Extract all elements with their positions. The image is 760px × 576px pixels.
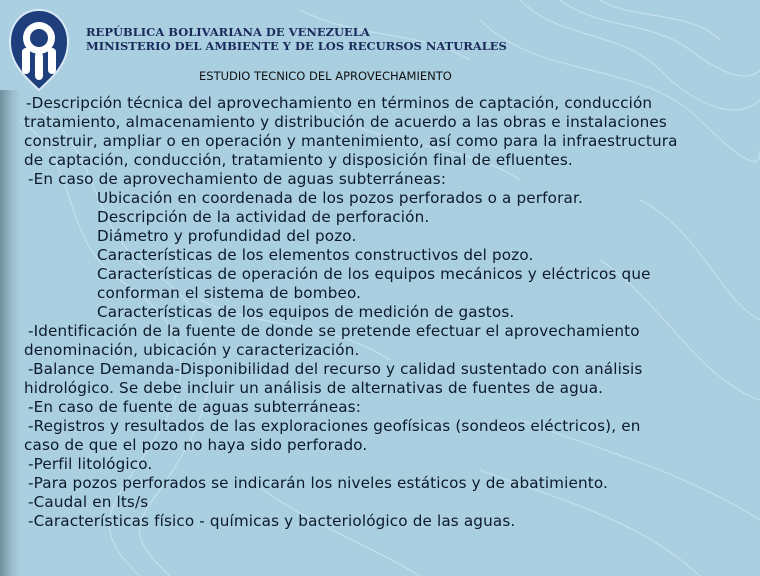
paragraph-line: -Descripción técnica del aprovechamiento en términos de captación, conducción [26,94,653,112]
paragraph-line: construir, ampliar o en operación y mantenimiento, así como para la infraestructura [24,132,678,150]
ministry-header: MINISTERIO DEL AMBIENTE Y DE LOS RECURSOS NATURALES [86,39,507,53]
list-item: Características de los elementos constructivos del pozo. [97,246,534,264]
page-title: ESTUDIO TECNICO DEL APROVECHAMIENTO [199,69,452,83]
paragraph-line: -Registros y resultados de las exploraciones geofísicas (sondeos eléctricos), en [28,417,641,435]
list-item: Ubicación en coordenada de los pozos perforados o a perforar. [97,189,583,207]
section-heading: -En caso de aprovechamiento de aguas subterráneas: [28,170,447,188]
list-item: Características de los equipos de medición de gastos. [97,303,515,321]
paragraph-line: de captación, conducción, tratamiento y disposición final de efluentes. [24,151,573,169]
list-item: conforman el sistema de bombeo. [97,284,362,302]
paragraph-line: hidrológico. Se debe incluir un análisis de alternativas de fuentes de agua. [24,379,604,397]
list-item: Características de operación de los equipos mecánicos y eléctricos que [97,265,651,283]
paragraph-line: denominación, ubicación y caracterización. [24,341,360,359]
list-item: -Características físico - químicas y bacteriológico de las aguas. [28,512,516,530]
paragraph-line: caso de que el pozo no haya sido perforado. [24,436,368,454]
list-item: -Caudal en lts/s [28,493,149,511]
list-item: Diámetro y profundidad del pozo. [97,227,357,245]
ministry-logo [8,8,70,92]
list-item: -Perfil litológico. [28,455,153,473]
country-header: REPÚBLICA BOLIVARIANA DE VENEZUELA [86,25,370,39]
section-heading: -En caso de fuente de aguas subterráneas: [28,398,361,416]
list-item: Descripción de la actividad de perforación. [97,208,430,226]
paragraph-line: -Balance Demanda-Disponibilidad del recurso y calidad sustentado con análisis [28,360,643,378]
paragraph-line: tratamiento, almacenamiento y distribución de acuerdo a las obras e instalaciones [24,113,667,131]
list-item: -Para pozos perforados se indicarán los niveles estáticos y de abatimiento. [28,474,609,492]
document-body [0,91,760,571]
paragraph-line: -Identificación de la fuente de donde se pretende efectuar el aprovechamiento [28,322,640,340]
